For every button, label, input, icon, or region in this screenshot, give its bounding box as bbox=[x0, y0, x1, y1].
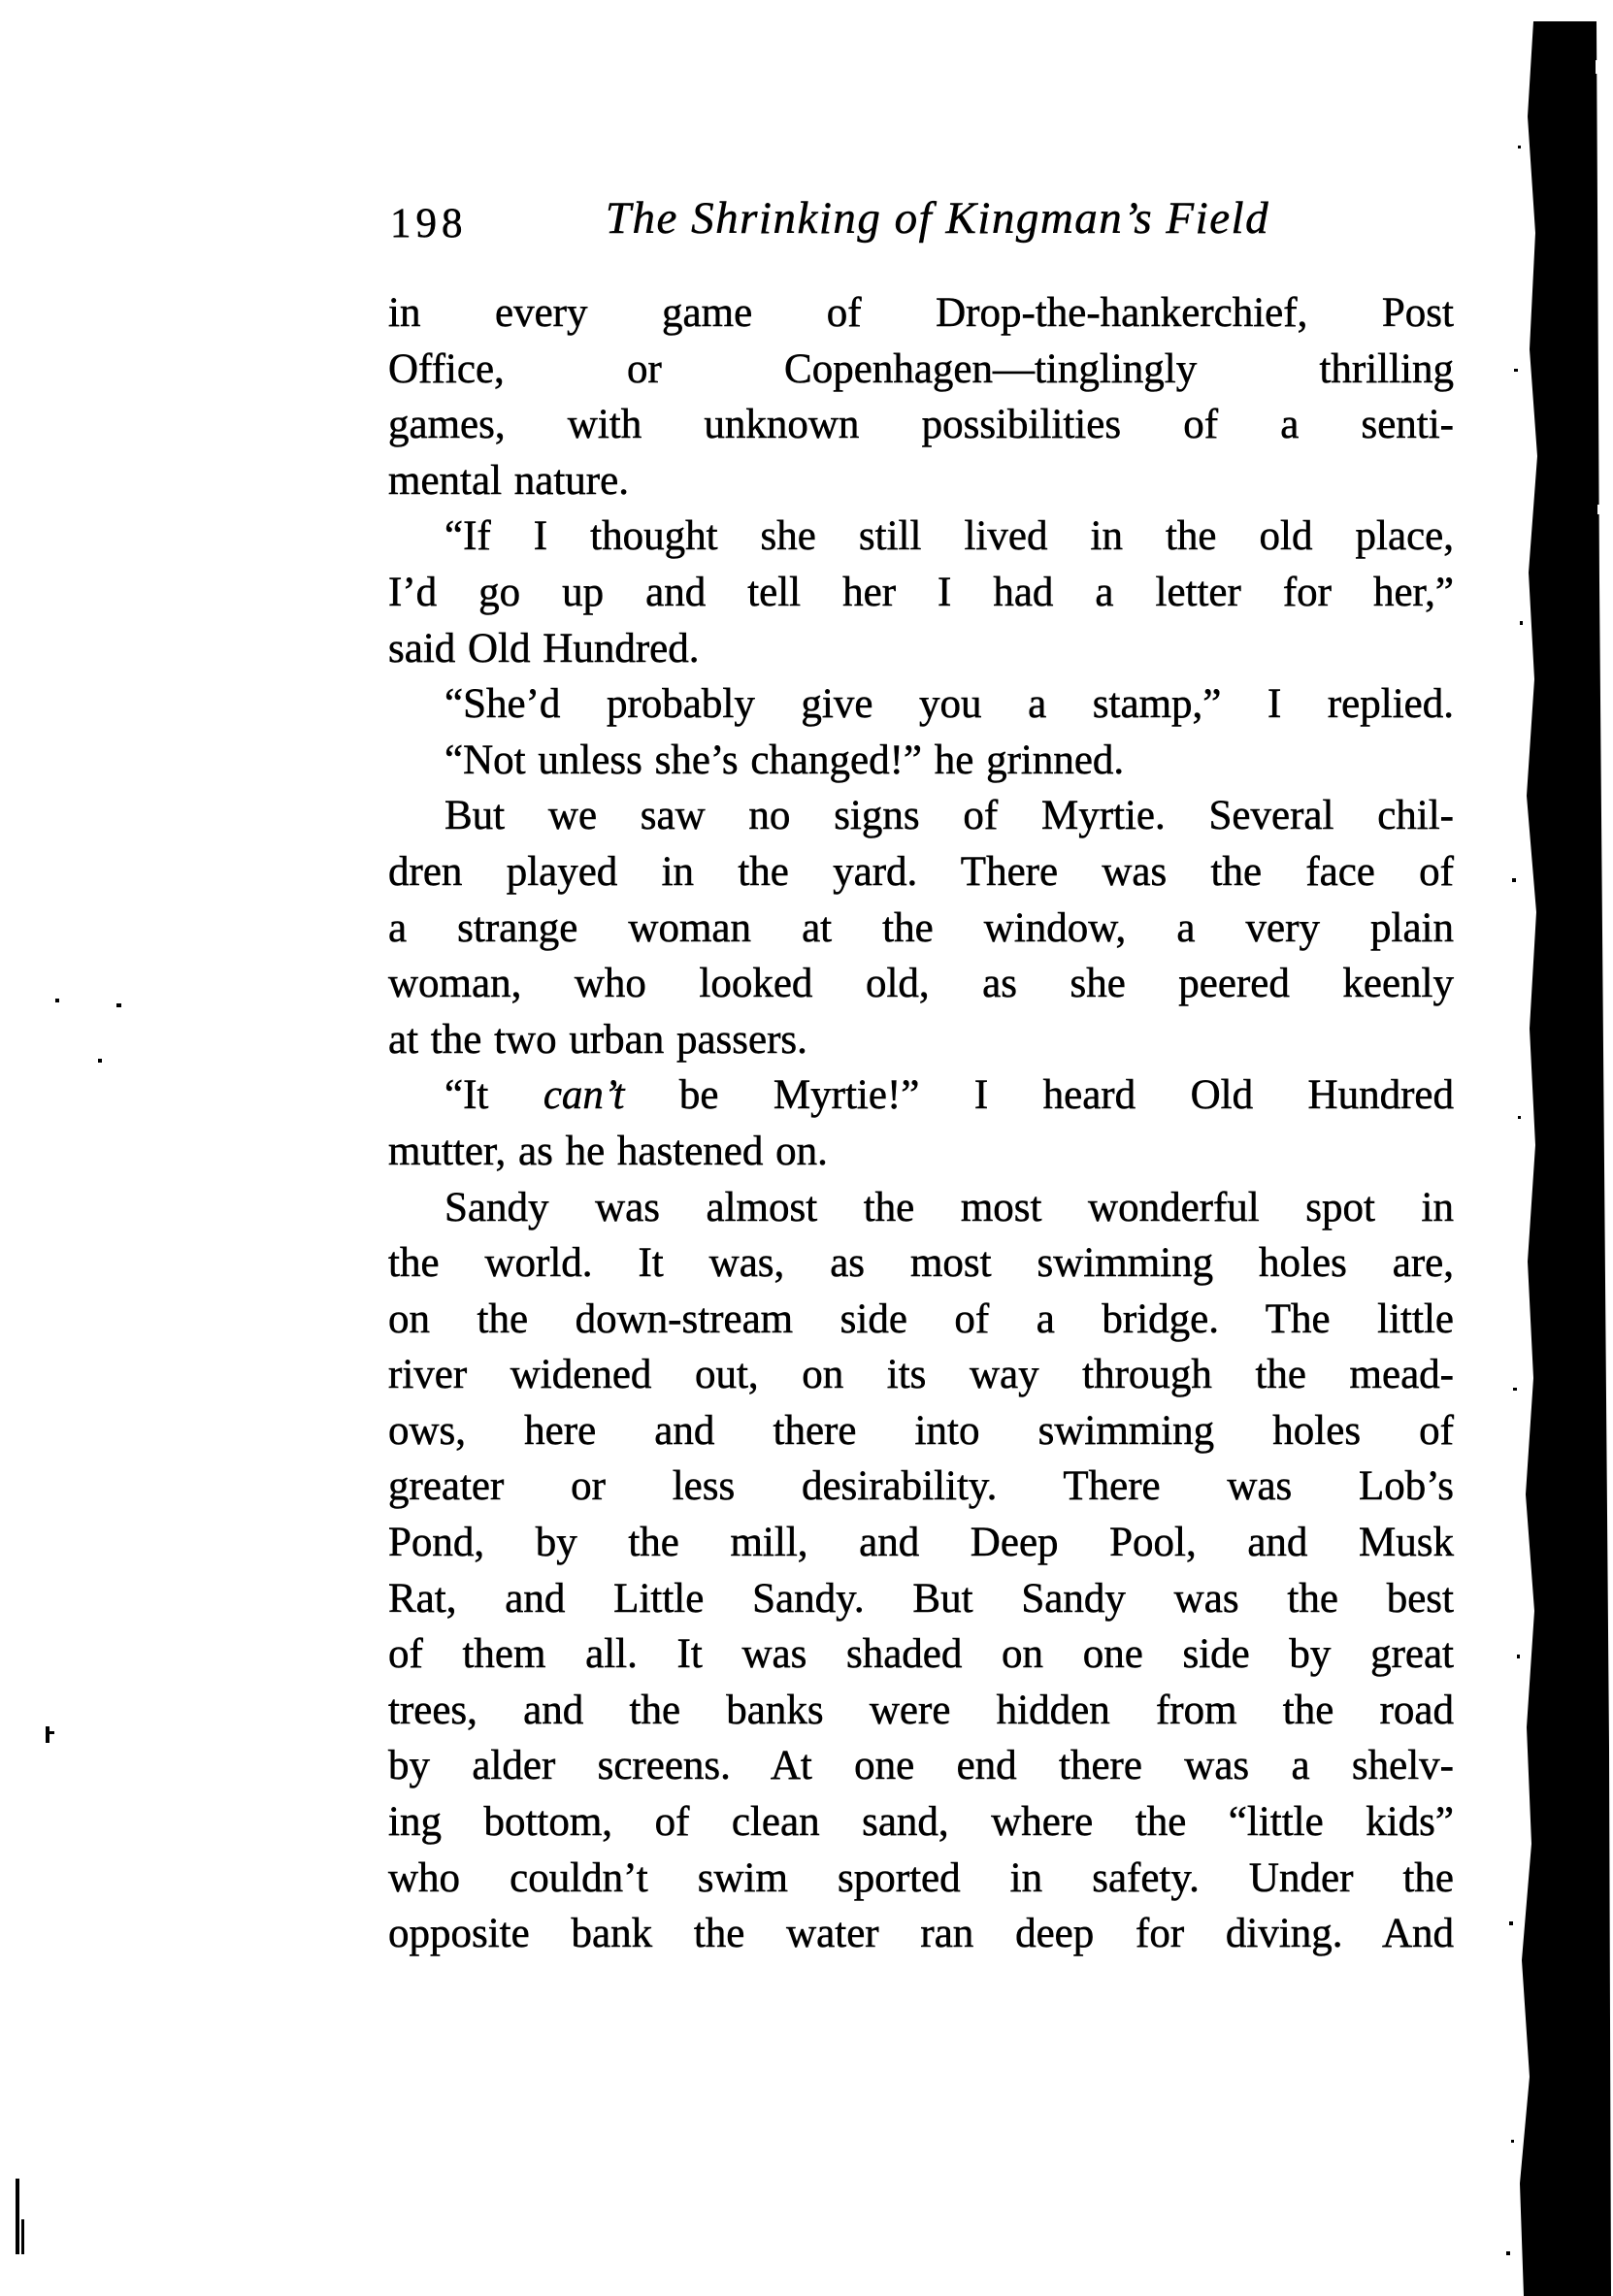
scan-mark bbox=[46, 1726, 49, 1743]
text-line: said Old Hundred. bbox=[388, 625, 700, 672]
text-line: of them all. It was shaded on one side by great bbox=[388, 1631, 1454, 1678]
scan-binding-bar bbox=[1495, 0, 1613, 2296]
text-line: woman, who looked old, as she peered keenly bbox=[388, 961, 1454, 1007]
text-line: Sandy was almost the most wonderful spot in bbox=[444, 1184, 1454, 1230]
text-line: But we saw no signs of Myrtie. Several chil- bbox=[444, 793, 1454, 839]
text-line: on the down-stream side of a bridge. The little bbox=[388, 1296, 1454, 1342]
text-line: who couldn’t swim sported in safety. Under the bbox=[388, 1854, 1454, 1901]
text-line: I’d go up and tell her I had a letter for her,” bbox=[388, 569, 1454, 615]
scan-speck bbox=[55, 999, 59, 1002]
paragraph bbox=[388, 285, 1454, 508]
text-line: at the two urban passers. bbox=[388, 1016, 807, 1063]
scan-speck bbox=[98, 1059, 102, 1063]
scan-line bbox=[16, 2179, 19, 2254]
text-line: mental nature. bbox=[388, 457, 629, 504]
text-line: greater or less desirability. There was Lob’s bbox=[388, 1463, 1454, 1510]
text-line: “She’d probably give you a stamp,” I replied. bbox=[444, 681, 1454, 728]
text-line: the world. It was, as most swimming holes are, bbox=[388, 1240, 1454, 1287]
text-line: in every game of Drop-the-hankerchief, Post bbox=[388, 290, 1454, 336]
text-line: Office, or Copenhagen—tinglingly thrilling bbox=[388, 345, 1454, 392]
paragraph bbox=[388, 676, 1454, 733]
running-head bbox=[388, 192, 1454, 256]
text-line: Pond, by the mill, and Deep Pool, and Musk bbox=[388, 1520, 1454, 1566]
paragraph bbox=[388, 788, 1454, 1067]
running-title: The Shrinking of Kingman’s Field bbox=[605, 193, 1270, 244]
scan-speck bbox=[116, 1003, 121, 1007]
text-line: “If I thought she still lived in the old place, bbox=[444, 513, 1454, 560]
paragraph bbox=[388, 1180, 1454, 1962]
text-line: ing bottom, of clean sand, where the “little kids” bbox=[388, 1799, 1454, 1846]
paragraph bbox=[388, 1067, 1454, 1179]
text-line: trees, and the banks were hidden from the road bbox=[388, 1687, 1454, 1733]
paragraph bbox=[388, 508, 1454, 676]
text-line: mutter, as he hastened on. bbox=[388, 1128, 828, 1174]
text-line: river widened out, on its way through the mead- bbox=[388, 1352, 1454, 1398]
text-line: Rat, and Little Sandy. But Sandy was the best bbox=[388, 1575, 1454, 1622]
scan-mark bbox=[49, 1731, 54, 1734]
text-line: a strange woman at the window, a very plain bbox=[388, 904, 1454, 951]
text-line: “Not unless she’s changed!” he grinned. bbox=[444, 737, 1125, 783]
scan-line bbox=[21, 2219, 24, 2254]
text-line: by alder screens. At one end there was a shelv- bbox=[388, 1743, 1454, 1789]
text-line: dren played in the yard. There was the face of bbox=[388, 848, 1454, 895]
text-line: ows, here and there into swimming holes of bbox=[388, 1407, 1454, 1454]
text-line: games, with unknown possibilities of a senti- bbox=[388, 402, 1454, 448]
text-line: opposite bank the water ran deep for diving. And bbox=[388, 1911, 1454, 1957]
text-line: “It can’t be Myrtie!” I heard Old Hundred bbox=[444, 1072, 1454, 1119]
page-number: 198 bbox=[390, 201, 468, 246]
paragraph bbox=[388, 733, 1454, 789]
body-text bbox=[388, 285, 1454, 1962]
